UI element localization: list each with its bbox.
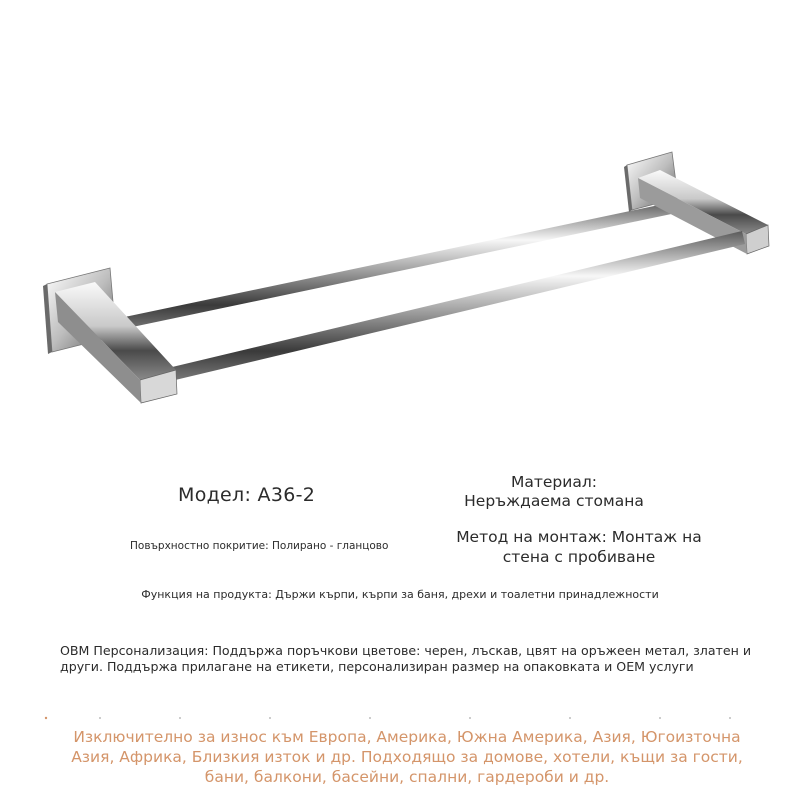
material-value: Неръждаема стомана bbox=[464, 492, 644, 510]
model-text: Модел: A36-2 bbox=[178, 484, 316, 506]
surface-finish-text: Повърхностно покритие: Полирано - гланцово bbox=[130, 540, 389, 552]
mount-method-text: Метод на монтаж: Монтаж на стена с пробиване bbox=[456, 528, 702, 566]
back-bar bbox=[110, 201, 681, 331]
material-text bbox=[454, 473, 654, 511]
export-markets-text: Изключително за износ към Европа, Америка, Южна Америка, Азия, Югоизточна Азия, Африка, Близкия изток и др. Подходящо за домове, хотели, къщи за гости, бани, балкони, басейни, спални, гардероби и др. bbox=[71, 728, 743, 786]
material-label: Материал: bbox=[511, 473, 597, 491]
divider-dots bbox=[40, 714, 770, 722]
product-function-text: Функция на продукта: Държи кърпи, кърпи за баня, дрехи и тоалетни принадлежности bbox=[141, 588, 659, 601]
oem-customization-text: OBM Персонализация: Поддържа поръчкови цветове: черен, лъскав, цвят на оръжеен метал, златен и други. Поддържа прилагане на етикети, персонализиран размер на опаковката и OEM услуги bbox=[60, 643, 752, 674]
